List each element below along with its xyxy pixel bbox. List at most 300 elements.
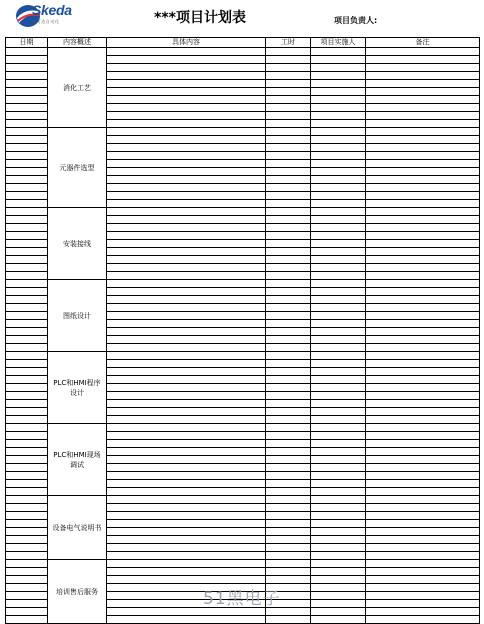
implementer-cell[interactable] <box>311 544 366 552</box>
details-cell[interactable] <box>107 576 266 584</box>
details-cell[interactable] <box>107 472 266 480</box>
date-cell[interactable] <box>6 120 48 128</box>
hours-cell[interactable] <box>266 160 311 168</box>
remarks-cell[interactable] <box>366 256 480 264</box>
hours-cell[interactable] <box>266 64 311 72</box>
hours-cell[interactable] <box>266 488 311 496</box>
details-cell[interactable] <box>107 560 266 568</box>
hours-cell[interactable] <box>266 576 311 584</box>
remarks-cell[interactable] <box>366 568 480 576</box>
remarks-cell[interactable] <box>366 192 480 200</box>
remarks-cell[interactable] <box>366 104 480 112</box>
date-cell[interactable] <box>6 96 48 104</box>
date-cell[interactable] <box>6 288 48 296</box>
remarks-cell[interactable] <box>366 496 480 504</box>
implementer-cell[interactable] <box>311 600 366 608</box>
remarks-cell[interactable] <box>366 288 480 296</box>
date-cell[interactable] <box>6 232 48 240</box>
date-cell[interactable] <box>6 456 48 464</box>
date-cell[interactable] <box>6 168 48 176</box>
date-cell[interactable] <box>6 376 48 384</box>
hours-cell[interactable] <box>266 288 311 296</box>
details-cell[interactable] <box>107 56 266 64</box>
details-cell[interactable] <box>107 112 266 120</box>
date-cell[interactable] <box>6 264 48 272</box>
hours-cell[interactable] <box>266 336 311 344</box>
date-cell[interactable] <box>6 496 48 504</box>
details-cell[interactable] <box>107 240 266 248</box>
implementer-cell[interactable] <box>311 520 366 528</box>
implementer-cell[interactable] <box>311 304 366 312</box>
remarks-cell[interactable] <box>366 120 480 128</box>
implementer-cell[interactable] <box>311 616 366 624</box>
hours-cell[interactable] <box>266 208 311 216</box>
remarks-cell[interactable] <box>366 376 480 384</box>
details-cell[interactable] <box>107 96 266 104</box>
implementer-cell[interactable] <box>311 312 366 320</box>
details-cell[interactable] <box>107 536 266 544</box>
remarks-cell[interactable] <box>366 184 480 192</box>
details-cell[interactable] <box>107 184 266 192</box>
date-cell[interactable] <box>6 520 48 528</box>
details-cell[interactable] <box>107 488 266 496</box>
details-cell[interactable] <box>107 424 266 432</box>
remarks-cell[interactable] <box>366 528 480 536</box>
details-cell[interactable] <box>107 496 266 504</box>
details-cell[interactable] <box>107 296 266 304</box>
remarks-cell[interactable] <box>366 456 480 464</box>
date-cell[interactable] <box>6 312 48 320</box>
date-cell[interactable] <box>6 432 48 440</box>
implementer-cell[interactable] <box>311 320 366 328</box>
date-cell[interactable] <box>6 248 48 256</box>
remarks-cell[interactable] <box>366 264 480 272</box>
details-cell[interactable] <box>107 360 266 368</box>
details-cell[interactable] <box>107 336 266 344</box>
date-cell[interactable] <box>6 160 48 168</box>
remarks-cell[interactable] <box>366 152 480 160</box>
remarks-cell[interactable] <box>366 336 480 344</box>
details-cell[interactable] <box>107 400 266 408</box>
remarks-cell[interactable] <box>366 176 480 184</box>
hours-cell[interactable] <box>266 192 311 200</box>
details-cell[interactable] <box>107 104 266 112</box>
details-cell[interactable] <box>107 216 266 224</box>
date-cell[interactable] <box>6 272 48 280</box>
remarks-cell[interactable] <box>366 488 480 496</box>
remarks-cell[interactable] <box>366 224 480 232</box>
remarks-cell[interactable] <box>366 384 480 392</box>
details-cell[interactable] <box>107 64 266 72</box>
implementer-cell[interactable] <box>311 144 366 152</box>
hours-cell[interactable] <box>266 368 311 376</box>
implementer-cell[interactable] <box>311 216 366 224</box>
remarks-cell[interactable] <box>366 416 480 424</box>
date-cell[interactable] <box>6 240 48 248</box>
hours-cell[interactable] <box>266 112 311 120</box>
remarks-cell[interactable] <box>366 56 480 64</box>
details-cell[interactable] <box>107 616 266 624</box>
implementer-cell[interactable] <box>311 176 366 184</box>
implementer-cell[interactable] <box>311 592 366 600</box>
hours-cell[interactable] <box>266 552 311 560</box>
hours-cell[interactable] <box>266 520 311 528</box>
date-cell[interactable] <box>6 64 48 72</box>
implementer-cell[interactable] <box>311 480 366 488</box>
details-cell[interactable] <box>107 88 266 96</box>
hours-cell[interactable] <box>266 560 311 568</box>
details-cell[interactable] <box>107 168 266 176</box>
implementer-cell[interactable] <box>311 488 366 496</box>
remarks-cell[interactable] <box>366 88 480 96</box>
hours-cell[interactable] <box>266 168 311 176</box>
hours-cell[interactable] <box>266 424 311 432</box>
hours-cell[interactable] <box>266 144 311 152</box>
hours-cell[interactable] <box>266 504 311 512</box>
date-cell[interactable] <box>6 608 48 616</box>
implementer-cell[interactable] <box>311 208 366 216</box>
hours-cell[interactable] <box>266 240 311 248</box>
remarks-cell[interactable] <box>366 64 480 72</box>
hours-cell[interactable] <box>266 472 311 480</box>
remarks-cell[interactable] <box>366 208 480 216</box>
details-cell[interactable] <box>107 312 266 320</box>
details-cell[interactable] <box>107 432 266 440</box>
date-cell[interactable] <box>6 384 48 392</box>
hours-cell[interactable] <box>266 320 311 328</box>
date-cell[interactable] <box>6 104 48 112</box>
implementer-cell[interactable] <box>311 136 366 144</box>
date-cell[interactable] <box>6 344 48 352</box>
implementer-cell[interactable] <box>311 512 366 520</box>
hours-cell[interactable] <box>266 344 311 352</box>
date-cell[interactable] <box>6 352 48 360</box>
implementer-cell[interactable] <box>311 368 366 376</box>
implementer-cell[interactable] <box>311 240 366 248</box>
hours-cell[interactable] <box>266 416 311 424</box>
remarks-cell[interactable] <box>366 408 480 416</box>
date-cell[interactable] <box>6 280 48 288</box>
implementer-cell[interactable] <box>311 568 366 576</box>
date-cell[interactable] <box>6 400 48 408</box>
details-cell[interactable] <box>107 416 266 424</box>
date-cell[interactable] <box>6 536 48 544</box>
implementer-cell[interactable] <box>311 128 366 136</box>
hours-cell[interactable] <box>266 264 311 272</box>
details-cell[interactable] <box>107 160 266 168</box>
remarks-cell[interactable] <box>366 608 480 616</box>
implementer-cell[interactable] <box>311 496 366 504</box>
remarks-cell[interactable] <box>366 432 480 440</box>
hours-cell[interactable] <box>266 352 311 360</box>
date-cell[interactable] <box>6 488 48 496</box>
hours-cell[interactable] <box>266 232 311 240</box>
date-cell[interactable] <box>6 176 48 184</box>
remarks-cell[interactable] <box>366 248 480 256</box>
date-cell[interactable] <box>6 424 48 432</box>
implementer-cell[interactable] <box>311 424 366 432</box>
remarks-cell[interactable] <box>366 544 480 552</box>
date-cell[interactable] <box>6 392 48 400</box>
hours-cell[interactable] <box>266 432 311 440</box>
remarks-cell[interactable] <box>366 240 480 248</box>
remarks-cell[interactable] <box>366 112 480 120</box>
date-cell[interactable] <box>6 560 48 568</box>
details-cell[interactable] <box>107 408 266 416</box>
implementer-cell[interactable] <box>311 248 366 256</box>
hours-cell[interactable] <box>266 248 311 256</box>
details-cell[interactable] <box>107 280 266 288</box>
date-cell[interactable] <box>6 600 48 608</box>
hours-cell[interactable] <box>266 136 311 144</box>
details-cell[interactable] <box>107 192 266 200</box>
remarks-cell[interactable] <box>366 464 480 472</box>
details-cell[interactable] <box>107 552 266 560</box>
date-cell[interactable] <box>6 48 48 56</box>
details-cell[interactable] <box>107 176 266 184</box>
date-cell[interactable] <box>6 336 48 344</box>
remarks-cell[interactable] <box>366 392 480 400</box>
details-cell[interactable] <box>107 264 266 272</box>
hours-cell[interactable] <box>266 224 311 232</box>
details-cell[interactable] <box>107 328 266 336</box>
hours-cell[interactable] <box>266 304 311 312</box>
remarks-cell[interactable] <box>366 576 480 584</box>
remarks-cell[interactable] <box>366 400 480 408</box>
implementer-cell[interactable] <box>311 400 366 408</box>
implementer-cell[interactable] <box>311 416 366 424</box>
hours-cell[interactable] <box>266 384 311 392</box>
implementer-cell[interactable] <box>311 288 366 296</box>
hours-cell[interactable] <box>266 408 311 416</box>
hours-cell[interactable] <box>266 392 311 400</box>
date-cell[interactable] <box>6 56 48 64</box>
implementer-cell[interactable] <box>311 184 366 192</box>
implementer-cell[interactable] <box>311 328 366 336</box>
implementer-cell[interactable] <box>311 560 366 568</box>
hours-cell[interactable] <box>266 88 311 96</box>
hours-cell[interactable] <box>266 480 311 488</box>
date-cell[interactable] <box>6 512 48 520</box>
implementer-cell[interactable] <box>311 408 366 416</box>
details-cell[interactable] <box>107 256 266 264</box>
implementer-cell[interactable] <box>311 528 366 536</box>
date-cell[interactable] <box>6 256 48 264</box>
date-cell[interactable] <box>6 464 48 472</box>
implementer-cell[interactable] <box>311 352 366 360</box>
details-cell[interactable] <box>107 368 266 376</box>
remarks-cell[interactable] <box>366 616 480 624</box>
details-cell[interactable] <box>107 80 266 88</box>
remarks-cell[interactable] <box>366 512 480 520</box>
implementer-cell[interactable] <box>311 472 366 480</box>
remarks-cell[interactable] <box>366 592 480 600</box>
remarks-cell[interactable] <box>366 328 480 336</box>
details-cell[interactable] <box>107 376 266 384</box>
details-cell[interactable] <box>107 208 266 216</box>
hours-cell[interactable] <box>266 328 311 336</box>
implementer-cell[interactable] <box>311 152 366 160</box>
date-cell[interactable] <box>6 192 48 200</box>
remarks-cell[interactable] <box>366 448 480 456</box>
date-cell[interactable] <box>6 208 48 216</box>
details-cell[interactable] <box>107 440 266 448</box>
remarks-cell[interactable] <box>366 96 480 104</box>
date-cell[interactable] <box>6 576 48 584</box>
date-cell[interactable] <box>6 224 48 232</box>
hours-cell[interactable] <box>266 496 311 504</box>
hours-cell[interactable] <box>266 176 311 184</box>
hours-cell[interactable] <box>266 512 311 520</box>
details-cell[interactable] <box>107 136 266 144</box>
implementer-cell[interactable] <box>311 256 366 264</box>
remarks-cell[interactable] <box>366 480 480 488</box>
hours-cell[interactable] <box>266 128 311 136</box>
date-cell[interactable] <box>6 184 48 192</box>
hours-cell[interactable] <box>266 184 311 192</box>
remarks-cell[interactable] <box>366 504 480 512</box>
details-cell[interactable] <box>107 520 266 528</box>
date-cell[interactable] <box>6 616 48 624</box>
date-cell[interactable] <box>6 128 48 136</box>
implementer-cell[interactable] <box>311 272 366 280</box>
implementer-cell[interactable] <box>311 96 366 104</box>
implementer-cell[interactable] <box>311 88 366 96</box>
date-cell[interactable] <box>6 136 48 144</box>
remarks-cell[interactable] <box>366 600 480 608</box>
details-cell[interactable] <box>107 352 266 360</box>
remarks-cell[interactable] <box>366 520 480 528</box>
remarks-cell[interactable] <box>366 472 480 480</box>
hours-cell[interactable] <box>266 256 311 264</box>
date-cell[interactable] <box>6 440 48 448</box>
details-cell[interactable] <box>107 392 266 400</box>
hours-cell[interactable] <box>266 216 311 224</box>
details-cell[interactable] <box>107 272 266 280</box>
remarks-cell[interactable] <box>366 168 480 176</box>
remarks-cell[interactable] <box>366 272 480 280</box>
details-cell[interactable] <box>107 288 266 296</box>
remarks-cell[interactable] <box>366 280 480 288</box>
remarks-cell[interactable] <box>366 304 480 312</box>
details-cell[interactable] <box>107 344 266 352</box>
implementer-cell[interactable] <box>311 344 366 352</box>
date-cell[interactable] <box>6 472 48 480</box>
hours-cell[interactable] <box>266 464 311 472</box>
hours-cell[interactable] <box>266 200 311 208</box>
details-cell[interactable] <box>107 128 266 136</box>
hours-cell[interactable] <box>266 528 311 536</box>
remarks-cell[interactable] <box>366 552 480 560</box>
details-cell[interactable] <box>107 304 266 312</box>
details-cell[interactable] <box>107 72 266 80</box>
implementer-cell[interactable] <box>311 376 366 384</box>
details-cell[interactable] <box>107 568 266 576</box>
date-cell[interactable] <box>6 592 48 600</box>
hours-cell[interactable] <box>266 80 311 88</box>
details-cell[interactable] <box>107 456 266 464</box>
implementer-cell[interactable] <box>311 104 366 112</box>
date-cell[interactable] <box>6 320 48 328</box>
hours-cell[interactable] <box>266 48 311 56</box>
date-cell[interactable] <box>6 112 48 120</box>
remarks-cell[interactable] <box>366 232 480 240</box>
implementer-cell[interactable] <box>311 536 366 544</box>
date-cell[interactable] <box>6 408 48 416</box>
details-cell[interactable] <box>107 224 266 232</box>
remarks-cell[interactable] <box>366 72 480 80</box>
implementer-cell[interactable] <box>311 448 366 456</box>
details-cell[interactable] <box>107 320 266 328</box>
hours-cell[interactable] <box>266 536 311 544</box>
date-cell[interactable] <box>6 504 48 512</box>
implementer-cell[interactable] <box>311 200 366 208</box>
details-cell[interactable] <box>107 528 266 536</box>
implementer-cell[interactable] <box>311 72 366 80</box>
remarks-cell[interactable] <box>366 424 480 432</box>
implementer-cell[interactable] <box>311 464 366 472</box>
date-cell[interactable] <box>6 304 48 312</box>
details-cell[interactable] <box>107 544 266 552</box>
remarks-cell[interactable] <box>366 360 480 368</box>
implementer-cell[interactable] <box>311 584 366 592</box>
remarks-cell[interactable] <box>366 128 480 136</box>
details-cell[interactable] <box>107 464 266 472</box>
remarks-cell[interactable] <box>366 160 480 168</box>
remarks-cell[interactable] <box>366 344 480 352</box>
remarks-cell[interactable] <box>366 200 480 208</box>
date-cell[interactable] <box>6 72 48 80</box>
date-cell[interactable] <box>6 584 48 592</box>
remarks-cell[interactable] <box>366 312 480 320</box>
implementer-cell[interactable] <box>311 160 366 168</box>
hours-cell[interactable] <box>266 152 311 160</box>
implementer-cell[interactable] <box>311 56 366 64</box>
date-cell[interactable] <box>6 480 48 488</box>
hours-cell[interactable] <box>266 360 311 368</box>
hours-cell[interactable] <box>266 296 311 304</box>
remarks-cell[interactable] <box>366 536 480 544</box>
remarks-cell[interactable] <box>366 136 480 144</box>
date-cell[interactable] <box>6 80 48 88</box>
hours-cell[interactable] <box>266 96 311 104</box>
date-cell[interactable] <box>6 528 48 536</box>
implementer-cell[interactable] <box>311 80 366 88</box>
details-cell[interactable] <box>107 120 266 128</box>
remarks-cell[interactable] <box>366 584 480 592</box>
date-cell[interactable] <box>6 328 48 336</box>
hours-cell[interactable] <box>266 376 311 384</box>
details-cell[interactable] <box>107 504 266 512</box>
hours-cell[interactable] <box>266 272 311 280</box>
implementer-cell[interactable] <box>311 384 366 392</box>
implementer-cell[interactable] <box>311 264 366 272</box>
implementer-cell[interactable] <box>311 232 366 240</box>
implementer-cell[interactable] <box>311 280 366 288</box>
implementer-cell[interactable] <box>311 576 366 584</box>
date-cell[interactable] <box>6 552 48 560</box>
implementer-cell[interactable] <box>311 296 366 304</box>
implementer-cell[interactable] <box>311 224 366 232</box>
date-cell[interactable] <box>6 568 48 576</box>
implementer-cell[interactable] <box>311 64 366 72</box>
remarks-cell[interactable] <box>366 440 480 448</box>
implementer-cell[interactable] <box>311 120 366 128</box>
hours-cell[interactable] <box>266 56 311 64</box>
date-cell[interactable] <box>6 88 48 96</box>
details-cell[interactable] <box>107 480 266 488</box>
hours-cell[interactable] <box>266 544 311 552</box>
